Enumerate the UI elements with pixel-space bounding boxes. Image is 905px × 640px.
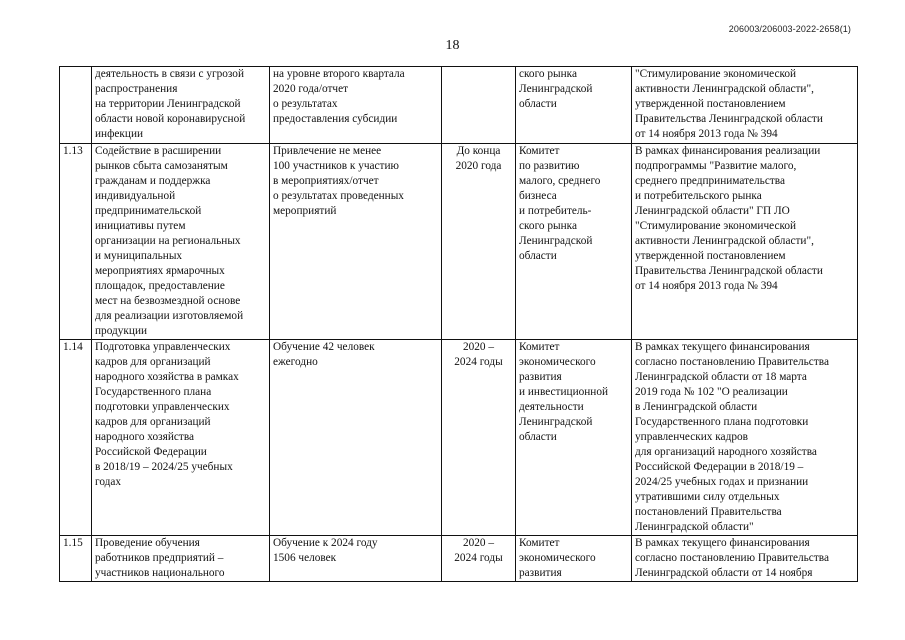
event-cell: Содействие в расширении рынков сбыта самозанятым гражданам и поддержка индивидуальной предпринимательской инициативы путем организации на региональных и муниципальных мероприятиях ярмарочных площадок, предоставление мест на безвозмездной основе для реализации изготовляемой продукции (92, 144, 270, 340)
event-cell: Проведение обучения работников предприятий – участников национального (92, 536, 270, 582)
term-cell (442, 67, 516, 144)
result-cell: на уровне второго квартала 2020 года/отчет о результатах предоставления субсидии (270, 67, 442, 144)
document-code: 206003/206003-2022-2658(1) (728, 24, 851, 34)
result-cell: Привлечение не менее 100 участников к участию в мероприятиях/отчет о результатах проведенных мероприятий (270, 144, 442, 340)
page-number: 18 (445, 38, 460, 53)
row-number: 1.15 (60, 536, 92, 582)
term-cell: 2020 – 2024 годы (442, 340, 516, 536)
measures-table (59, 66, 858, 582)
table-row (60, 144, 858, 340)
table-row (60, 340, 858, 536)
term-cell: До конца 2020 года (442, 144, 516, 340)
funding-cell: В рамках финансирования реализации подпрограммы "Развитие малого, среднего предпринимательства и потребительского рынка Ленинградской области" ГП ЛО "Стимулирование экономической активности Ленинградской области", утвержденной постановлением Правительства Ленинградской области от 14 ноября 2013 года № 394 (632, 144, 858, 340)
executor-cell: Комитет экономического развития (516, 536, 632, 582)
funding-cell: В рамках текущего финансирования согласно постановлению Правительства Ленинградской области от 18 марта 2019 года № 102 "О реализации в Ленинградской области Государственного плана подготовки управленческих кадров для организаций народного хозяйства Российской Федерации в 2018/19 – 2024/25 учебных годах и признании утратившими силу отдельных постановлений Правительства Ленинградской области" (632, 340, 858, 536)
table-row (60, 67, 858, 144)
funding-cell: В рамках текущего финансирования согласно постановлению Правительства Ленинградской области от 14 ноября (632, 536, 858, 582)
funding-cell: "Стимулирование экономической активности Ленинградской области", утвержденной постановлением Правительства Ленинградской области от 14 ноября 2013 года № 394 (632, 67, 858, 144)
event-cell: деятельность в связи с угрозой распространения на территории Ленинградской области новой коронавирусной инфекции (92, 67, 270, 144)
executor-cell: ского рынка Ленинградской области (516, 67, 632, 144)
table-row (60, 536, 858, 582)
term-cell: 2020 – 2024 годы (442, 536, 516, 582)
executor-cell: Комитет экономического развития и инвестиционной деятельности Ленинградской области (516, 340, 632, 536)
row-number (60, 67, 92, 144)
executor-cell: Комитет по развитию малого, среднего бизнеса и потребитель- ского рынка Ленинградской области (516, 144, 632, 340)
row-number: 1.13 (60, 144, 92, 340)
row-number: 1.14 (60, 340, 92, 536)
result-cell: Обучение 42 человек ежегодно (270, 340, 442, 536)
result-cell: Обучение к 2024 году 1506 человек (270, 536, 442, 582)
event-cell: Подготовка управленческих кадров для организаций народного хозяйства в рамках Государственного плана подготовки управленческих кадров для организаций народного хозяйства Российской Федерации в 2018/19 – 2024/25 учебных годах (92, 340, 270, 536)
